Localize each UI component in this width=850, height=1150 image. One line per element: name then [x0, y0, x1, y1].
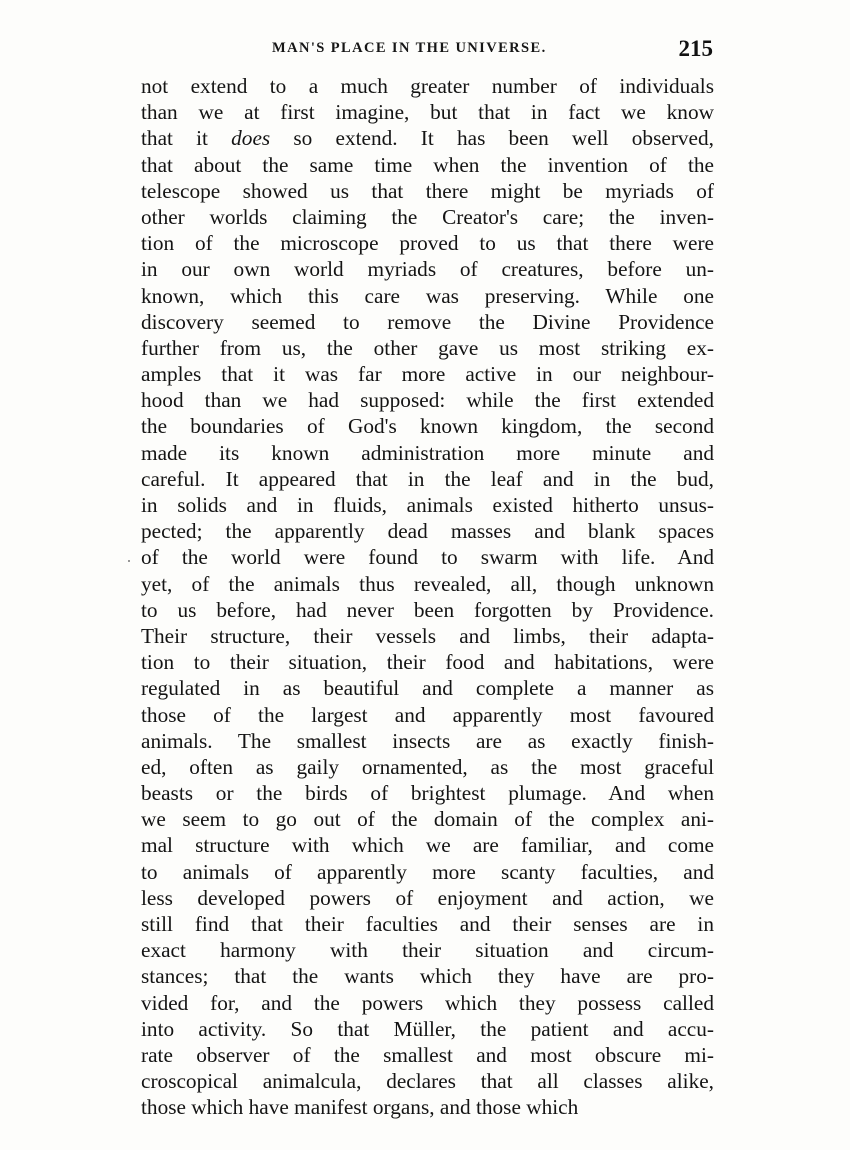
text-line: that about the same time when the invention of the — [141, 152, 714, 177]
text-line: discovery seemed to remove the Divine Providence — [141, 309, 714, 334]
text-line: than we at first imagine, but that in fact we know — [141, 100, 714, 125]
text-line: known, which this care was preserving. While one — [141, 283, 714, 308]
text-line: made its known administration more minute and — [141, 440, 714, 465]
text-line: those which have manifest organs, and those which — [141, 1095, 579, 1120]
page-number: 215 — [678, 36, 713, 61]
page-header — [140, 36, 715, 66]
text-line: in our own world myriads of creatures, before un- — [141, 257, 714, 282]
text-line: other worlds claiming the Creator's care; the inven- — [141, 204, 714, 229]
text-line: pected; the apparently dead masses and blank spaces — [141, 519, 714, 544]
body-text — [141, 73, 714, 1121]
text-line: the boundaries of God's known kingdom, the second — [141, 414, 714, 439]
text-segment: so extend. It has been well observed, — [270, 126, 714, 151]
text-line — [141, 125, 714, 151]
text-line: careful. It appeared that in the leaf and in the bud, — [141, 466, 714, 491]
text-line: tion of the microscope proved to us that there were — [141, 231, 714, 256]
text-line: rate observer of the smallest and most obscure mi- — [141, 1042, 714, 1067]
text-line: we seem to go out of the domain of the complex ani- — [141, 807, 714, 832]
text-line: animals. The smallest insects are as exactly finish- — [141, 728, 714, 753]
text-segment: that it — [141, 126, 232, 151]
text-line: stances; that the wants which they have are pro- — [141, 964, 714, 989]
text-line: to us before, had never been forgotten by Providence. — [141, 597, 714, 622]
text-line: Their structure, their vessels and limbs, their adapta- — [141, 623, 714, 648]
text-line: in solids and in fluids, animals existed hitherto unsus- — [141, 493, 714, 517]
text-line: not extend to a much greater number of individuals — [141, 74, 714, 98]
text-line: still find that their faculties and their senses are in — [141, 912, 714, 936]
text-line: beasts or the birds of brightest plumage. And when — [141, 781, 714, 806]
text-line: yet, of the animals thus revealed, all, though unknown — [141, 571, 714, 596]
text-line: exact harmony with their situation and circum- — [141, 938, 714, 963]
text-line: tion to their situation, their food and habitations, were — [141, 650, 714, 675]
italic-word: does — [231, 126, 271, 151]
text-line: those of the largest and apparently most favoured — [141, 702, 714, 727]
text-line: hood than we had supposed: while the first extended — [141, 388, 714, 413]
text-line: to animals of apparently more scanty faculties, and — [141, 859, 714, 884]
text-line: vided for, and the powers which they possess called — [141, 990, 714, 1015]
text-line: into activity. So that Müller, the patient and accu- — [141, 1016, 714, 1041]
text-line: amples that it was far more active in our neighbour- — [141, 362, 714, 387]
text-line: further from us, the other gave us most striking ex- — [141, 335, 714, 360]
text-line: of the world were found to swarm with life. And — [141, 545, 714, 570]
text-line: less developed powers of enjoyment and action, we — [141, 885, 714, 910]
running-head: MAN'S PLACE IN THE UNIVERSE. — [272, 40, 547, 56]
text-line: ed, often as gaily ornamented, as the most graceful — [141, 754, 714, 779]
text-line: croscopical animalcula, declares that all classes alike, — [141, 1069, 714, 1094]
text-line: mal structure with which we are familiar, and come — [141, 833, 714, 858]
text-line: regulated in as beautiful and complete a manner as — [141, 676, 714, 701]
ink-speck — [128, 560, 130, 562]
text-line: telescope showed us that there might be myriads of — [141, 178, 714, 203]
